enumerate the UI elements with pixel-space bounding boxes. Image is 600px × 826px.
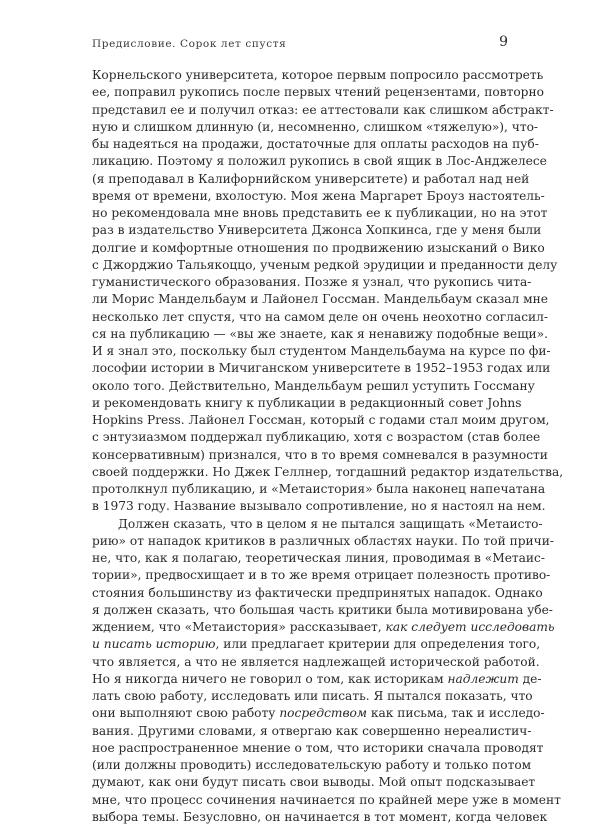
text-line-content: ли Морис Мандельбаум и Лайонел Госсман. Мандельбаум сказал мне	[92, 292, 548, 307]
text-line	[92, 464, 564, 481]
text-line-content: стояния большинству из фактически предпринятых нападок. Однако	[92, 585, 543, 600]
text-line	[92, 257, 558, 274]
text-line-content: представил ее и получил отказ: ее аттестовали как слишком абстракт-	[92, 102, 554, 117]
text-line-content: ную и слишком длинную (и, несомненно, слишком «тяжелую»), что-	[92, 119, 539, 134]
text-line-content: вания. Другими словами, я отвергаю как совершенно нереалистич-	[92, 723, 532, 738]
emphasis-text: посредством	[279, 706, 367, 721]
text-line-content: ждением, что «Метаистория» рассказывает,	[92, 620, 386, 634]
text-line	[92, 809, 548, 826]
text-line	[92, 136, 539, 153]
text-line-content: гуманистического образования. Позже я узнал, что рукопись чита-	[92, 275, 532, 289]
text-line-content: они выполняют свою работу	[92, 706, 280, 721]
text-line	[92, 619, 555, 636]
text-line	[92, 792, 561, 809]
text-line-content: ся на публикацию — «вы же знаете, как я ненавижу подобные вещи».	[92, 326, 548, 341]
text-line-content: мне, что процесс сочинения начинается по крайней мере уже в момент	[92, 792, 561, 807]
text-line-content: своей поддержки. Но Джек Геллнер, тогдашний редактор издательства,	[92, 464, 564, 479]
text-line-content: около того. Действительно, Мандельбаум решил уступить Госсману	[92, 378, 535, 393]
text-line	[92, 84, 544, 101]
text-line-content: Hopkins Press. Лайонел Госсман, который с годами стал моим другом,	[92, 413, 550, 427]
text-line-content: И я знал это, поскольку был студентом Мандельбаума на курсе по фи-	[92, 344, 551, 358]
running-head: Предисловие. Сорок лет спустя	[92, 38, 287, 50]
text-line	[92, 222, 542, 239]
text-line	[92, 240, 545, 257]
text-line	[92, 481, 546, 498]
text-line	[92, 429, 541, 446]
text-line-content: раз в издательство Университета Джонса Хопкинса, где у меня были	[92, 223, 542, 238]
text-line-content: с Джорджио Тальякоццо, ученым редкой эрудиции и преданности делу	[92, 257, 558, 272]
page-number: 9	[499, 34, 508, 50]
text-line-content: Должен сказать, что в целом я не пытался защищать «Метаисто-	[118, 516, 543, 531]
text-line-content: и рекомендовать книгу к публикации в редакционный совет Johns	[92, 395, 522, 410]
text-line-content: бы надеяться на продажи, достаточные для оплаты расходов на пуб-	[92, 137, 539, 151]
text-line	[92, 636, 541, 653]
text-line	[92, 757, 532, 774]
text-line	[92, 326, 548, 343]
text-line-content: в 1973 году. Название вызывало сопротивление, но я настоял на нем.	[92, 499, 546, 514]
text-line	[92, 67, 544, 84]
text-line-continuation: , или предлагает критерии для определения того,	[215, 637, 541, 652]
emphasis-text: надлежит	[447, 671, 519, 686]
text-line-content: выбора темы. Безусловно, он начинается в тот момент, когда человек	[92, 809, 548, 824]
text-line	[92, 585, 543, 602]
text-line	[92, 740, 544, 757]
text-line-content: лософии истории в Мичиганском университете в 1952–1953 годах или	[92, 361, 551, 376]
text-line	[92, 102, 554, 119]
text-line-content: ное распространенное мнение о том, что историки сначала проводят	[92, 740, 544, 755]
text-line-content: с энтузиазмом поддержал публикацию, хотя с возрастом (став более	[92, 430, 541, 445]
text-line	[92, 153, 547, 170]
body-text	[92, 67, 564, 826]
text-line-content: несколько лет спустя, что на самом деле он очень неохотно согласил-	[92, 309, 549, 324]
text-line-content: тории», предвосхищает и в то же время отрицает полезность противо-	[92, 568, 551, 583]
text-line	[92, 688, 533, 705]
text-line-content: что является, а что не является надлежащей исторической работой.	[92, 654, 540, 669]
text-line-content: рию» от нападок критиков в различных областях науки. По той причи-	[92, 533, 554, 548]
text-line	[92, 654, 540, 671]
emphasis-text: как следует исследовать	[385, 620, 555, 634]
emphasis-text: и писать историю	[92, 637, 216, 652]
text-line	[92, 671, 542, 688]
text-line	[92, 533, 554, 550]
text-line	[92, 447, 548, 464]
text-line	[92, 395, 522, 412]
text-line	[92, 412, 550, 429]
text-line	[92, 343, 551, 360]
text-line-content: (я преподавал в Калифорнийском университете) и работал над ней	[92, 171, 530, 186]
text-line-continuation: как письма, так и исследо-	[366, 706, 545, 721]
text-line-continuation: де-	[518, 671, 542, 686]
text-line-content: ее, поправил рукопись после первых чтений рецензентами, повторно	[92, 85, 544, 100]
text-line	[92, 291, 548, 308]
text-line	[92, 550, 546, 567]
text-line	[92, 188, 545, 205]
text-line	[92, 205, 548, 222]
text-line	[92, 119, 539, 136]
text-line	[92, 516, 543, 533]
text-line-content: но рекомендовала мне вновь представить ее к публикации, но на этот	[92, 206, 548, 220]
text-line	[92, 705, 545, 722]
text-line-content: думают, как они будут писать свои выводы. Мой опыт подсказывает	[92, 775, 536, 790]
text-line-content: долгие и комфортные отношения по продвижению изысканий о Вико	[92, 240, 545, 255]
text-line	[92, 360, 551, 377]
text-line	[92, 498, 546, 515]
text-line-content: не, что, как я полагаю, теоретическая линия, проводимая в «Метаис-	[92, 551, 546, 565]
text-line-content: консервативным) признался, что в то время сомневался в разумности	[92, 447, 548, 462]
text-line	[92, 723, 532, 740]
text-line	[92, 567, 551, 584]
text-line-content: протолкнул публикацию, и «Метаистория» была наконец напечатана	[92, 482, 546, 496]
text-line	[92, 171, 530, 188]
text-line-content: ликацию. Поэтому я положил рукопись в свой ящик в Лос-Анджелесе	[92, 154, 547, 169]
text-line	[92, 602, 553, 619]
text-line	[92, 274, 532, 291]
text-line-content: Корнельского университета, которое первым попросило рассмотреть	[92, 68, 544, 82]
text-line-content: Но я никогда ничего не говорил о том, как историкам	[92, 671, 448, 686]
text-line-content: (или должны проводить) исследовательскую работу и только потом	[92, 758, 532, 772]
text-line-content: лать свою работу, исследовать или писать. Я пытался показать, что	[92, 689, 533, 703]
text-line	[92, 309, 549, 326]
text-line	[92, 378, 535, 395]
text-line-content: время от времени, вхолостую. Моя жена Маргарет Броуз настоятель-	[92, 188, 545, 203]
text-line	[92, 774, 536, 791]
text-line-content: я должен сказать, что большая часть критики была мотивирована убе-	[92, 602, 553, 617]
